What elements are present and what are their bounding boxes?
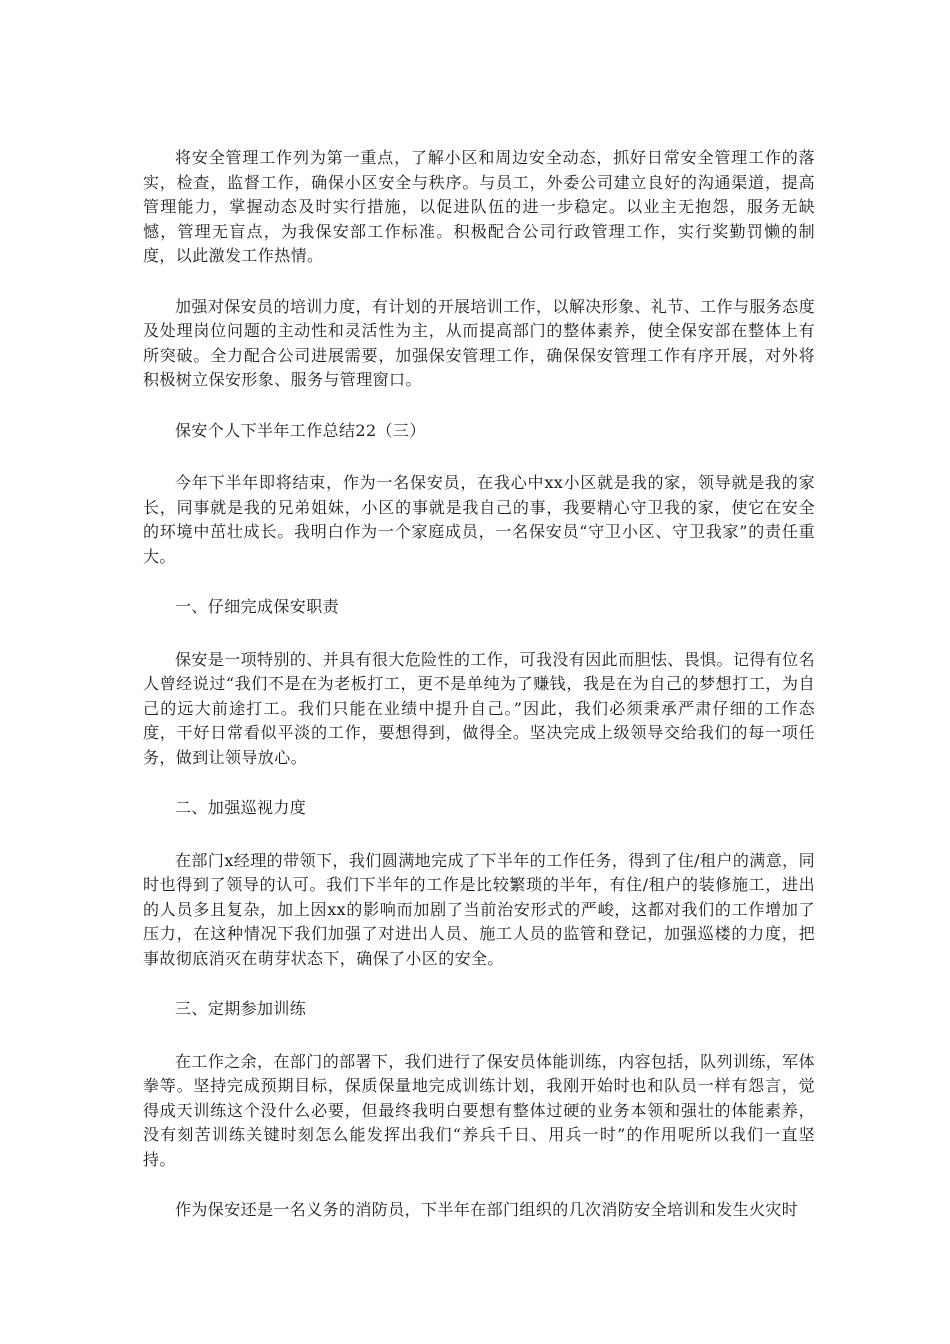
paragraph-safety-management: 将安全管理工作列为第一重点，了解小区和周边安全动态，抓好日常安全管理工作的落实，检查，监督工作，确保小区安全与秩序。与员工，外委公司建立良好的沟通渠道，提高管理能力，掌握动态及时实行措施，以促进队伍的进一步稳定。以业主无抱怨，服务无缺憾，管理无盲点，为我保安部工作标准。积极配合公司行政管理工作，实行奖勤罚懒的制度，以此激发工作热情。	[143, 148, 815, 265]
paragraph-duties: 保安是一项特别的、并具有很大危险性的工作，可我没有因此而胆怯、畏惧。记得有位名人曾经说过“我们不是在为老板打工，更不是单纯为了赚钱，我是在为自己的梦想打工，为自己的远大前途打工。我们只能在业绩中提升自己。”因此，我们必须秉承严肃仔细的工作态度，干好日常看似平淡的工作，要想得到，做得全。坚决完成上级领导交给我们的每一项任务，做到让领导放心。	[143, 649, 815, 767]
paragraph-training-strength: 加强对保安员的培训力度，有计划的开展培训工作，以解决形象、礼节、工作与服务态度及处理岗位问题的主动性和灵活性为主，从而提高部门的整体素养，使全保安部在整体上有所突破。全力配合公司进展需要，加强保安管理工作，确保保安管理工作有序开展，对外将积极树立保安形象、服务与管理窗口。	[143, 296, 815, 389]
document-body	[143, 146, 815, 1249]
section-title: 保安个人下半年工作总结22（三）	[175, 420, 426, 440]
heading-duties: 一、仔细完成保安职责	[175, 597, 340, 616]
heading-patrol: 二、加强巡视力度	[175, 798, 307, 817]
paragraph-patrol: 在部门x经理的带领下，我们圆满地完成了下半年的工作任务，得到了住/租户的满意，同时也得到了领导的认可。我们下半年的工作是比较繁琐的半年，有住/租户的装修施工，进出的人员多且复杂，加上因xx的影响而加剧了当前治安形式的严峻，这都对我们的工作增加了压力，在这种情况下我们加强了对进出人员、施工人员的监管和登记，加强巡楼的力度，把事故彻底消灭在萌芽状态下，确保了小区的安全。	[143, 850, 815, 968]
heading-training: 三、定期参加训练	[175, 999, 307, 1018]
paragraph-intro: 今年下半年即将结束，作为一名保安员，在我心中xx小区就是我的家，领导就是我的家长，同事就是我的兄弟姐妹，小区的事就是我自己的事，我要精心守卫我的家，使它在安全的环境中茁壮成长。我明白作为一个家庭成员，一名保安员“守卫小区、守卫我家”的责任重大。	[143, 473, 815, 566]
paragraph-training: 在工作之余，在部门的部署下，我们进行了保安员体能训练，内容包括，队列训练，军体拳等。坚持完成预期目标，保质保量地完成训练计划，我刚开始时也和队员一样有怨言，觉得成天训练这个没什么必要，但最终我明白要想有整体过硬的业务本领和强壮的体能素养，没有刻苦训练关键时刻怎么能发挥出我们“养兵千日、用兵一时”的作用呢所以我们一直坚持。	[143, 1051, 815, 1169]
paragraph-fire-safety: 作为保安还是一名义务的消防员，下半年在部门组织的几次消防安全培训和发生火灾时	[175, 1200, 799, 1219]
